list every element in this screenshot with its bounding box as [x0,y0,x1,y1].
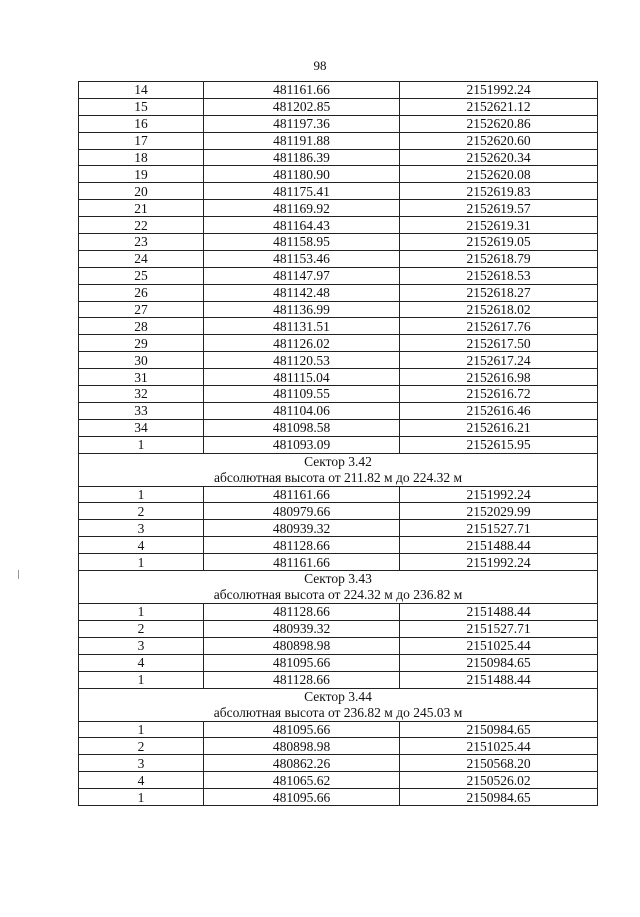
y-coordinate-cell: 2152618.27 [400,284,598,301]
table-row [79,82,598,99]
x-coordinate-cell: 481109.55 [204,386,400,403]
table-row [79,486,598,503]
x-coordinate-cell: 481147.97 [204,267,400,284]
y-coordinate-cell: 2152617.76 [400,318,598,335]
x-coordinate-cell: 481095.66 [204,789,400,806]
y-coordinate-cell: 2152616.21 [400,419,598,436]
y-coordinate-cell: 2152620.86 [400,115,598,132]
table-row [79,234,598,251]
x-coordinate-cell: 481197.36 [204,115,400,132]
table-row [79,149,598,166]
point-number-cell: 28 [79,318,204,335]
x-coordinate-cell: 481131.51 [204,318,400,335]
point-number-cell: 14 [79,82,204,99]
table-row [79,98,598,115]
point-number-cell: 3 [79,637,204,654]
x-coordinate-cell: 481161.66 [204,554,400,571]
table-row [79,738,598,755]
x-coordinate-cell: 481093.09 [204,436,400,453]
y-coordinate-cell: 2151527.71 [400,520,598,537]
y-coordinate-cell: 2151025.44 [400,738,598,755]
table-row [79,671,598,688]
point-number-cell: 26 [79,284,204,301]
table-row [79,284,598,301]
sector-header-row [79,571,598,604]
point-number-cell: 3 [79,755,204,772]
y-coordinate-cell: 2152619.31 [400,217,598,234]
point-number-cell: 18 [79,149,204,166]
x-coordinate-cell: 481180.90 [204,166,400,183]
point-number-cell: 16 [79,115,204,132]
y-coordinate-cell: 2152618.79 [400,250,598,267]
x-coordinate-cell: 481126.02 [204,335,400,352]
point-number-cell: 22 [79,217,204,234]
table-row [79,721,598,738]
sector-title: Сектор 3.44 [304,688,372,704]
point-number-cell: 15 [79,98,204,115]
point-number-cell: 1 [79,789,204,806]
table-row [79,503,598,520]
coordinates-table-body [79,82,598,806]
x-coordinate-cell: 480939.32 [204,620,400,637]
x-coordinate-cell: 481128.66 [204,604,400,621]
y-coordinate-cell: 2151488.44 [400,537,598,554]
table-row [79,620,598,637]
x-coordinate-cell: 480898.98 [204,738,400,755]
table-row [79,335,598,352]
x-coordinate-cell: 481120.53 [204,352,400,369]
table-row [79,755,598,772]
table-row [79,369,598,386]
x-coordinate-cell: 481098.58 [204,419,400,436]
x-coordinate-cell: 481186.39 [204,149,400,166]
point-number-cell: 3 [79,520,204,537]
sector-header-row [79,453,598,486]
point-number-cell: 1 [79,721,204,738]
table-row [79,402,598,419]
table-row [79,318,598,335]
point-number-cell: 2 [79,503,204,520]
point-number-cell: 4 [79,772,204,789]
y-coordinate-cell: 2152619.83 [400,183,598,200]
sector-altitude-range: абсолютная высота от 211.82 м до 224.32 м [213,469,462,485]
sector-title: Сектор 3.43 [304,571,372,587]
table-row [79,301,598,318]
y-coordinate-cell: 2152615.95 [400,436,598,453]
table-row [79,217,598,234]
sector-header-cell [79,571,598,604]
x-coordinate-cell: 480862.26 [204,755,400,772]
point-number-cell: 30 [79,352,204,369]
x-coordinate-cell: 480898.98 [204,637,400,654]
table-row [79,183,598,200]
table-row [79,115,598,132]
table-row [79,789,598,806]
x-coordinate-cell: 481164.43 [204,217,400,234]
point-number-cell: 20 [79,183,204,200]
table-row [79,386,598,403]
x-coordinate-cell: 481161.66 [204,486,400,503]
y-coordinate-cell: 2152616.72 [400,386,598,403]
table-row [79,200,598,217]
point-number-cell: 2 [79,620,204,637]
point-number-cell: 23 [79,234,204,251]
x-coordinate-cell: 481095.66 [204,654,400,671]
sector-altitude-range: абсолютная высота от 236.82 м до 245.03 м [213,704,463,720]
coordinates-table [78,81,598,806]
point-number-cell: 1 [79,486,204,503]
x-coordinate-cell: 481175.41 [204,183,400,200]
y-coordinate-cell: 2150984.65 [400,721,598,738]
point-number-cell: 17 [79,132,204,149]
sector-header-cell [79,453,598,486]
y-coordinate-cell: 2152618.02 [400,301,598,318]
table-row [79,250,598,267]
y-coordinate-cell: 2152616.98 [400,369,598,386]
y-coordinate-cell: 2152617.50 [400,335,598,352]
point-number-cell: 1 [79,604,204,621]
point-number-cell: 4 [79,654,204,671]
y-coordinate-cell: 2151025.44 [400,637,598,654]
table-row [79,520,598,537]
y-coordinate-cell: 2150984.65 [400,789,598,806]
page-number: 98 [313,58,327,73]
point-number-cell: 1 [79,436,204,453]
x-coordinate-cell: 481142.48 [204,284,400,301]
point-number-cell: 4 [79,537,204,554]
point-number-cell: 31 [79,369,204,386]
y-coordinate-cell: 2152618.53 [400,267,598,284]
x-coordinate-cell: 481158.95 [204,234,400,251]
point-number-cell: 25 [79,267,204,284]
scan-mark [18,570,19,579]
point-number-cell: 21 [79,200,204,217]
point-number-cell: 29 [79,335,204,352]
x-coordinate-cell: 480979.66 [204,503,400,520]
y-coordinate-cell: 2152620.60 [400,132,598,149]
point-number-cell: 34 [79,419,204,436]
y-coordinate-cell: 2152619.05 [400,234,598,251]
y-coordinate-cell: 2151992.24 [400,554,598,571]
y-coordinate-cell: 2152620.08 [400,166,598,183]
sector-header-row [79,688,598,721]
y-coordinate-cell: 2152617.24 [400,352,598,369]
x-coordinate-cell: 481095.66 [204,721,400,738]
point-number-cell: 1 [79,671,204,688]
table-row [79,419,598,436]
y-coordinate-cell: 2152620.34 [400,149,598,166]
x-coordinate-cell: 480939.32 [204,520,400,537]
y-coordinate-cell: 2150984.65 [400,654,598,671]
table-row [79,436,598,453]
y-coordinate-cell: 2152029.99 [400,503,598,520]
point-number-cell: 19 [79,166,204,183]
x-coordinate-cell: 481191.88 [204,132,400,149]
y-coordinate-cell: 2151992.24 [400,82,598,99]
x-coordinate-cell: 481153.46 [204,250,400,267]
y-coordinate-cell: 2150526.02 [400,772,598,789]
table-row [79,604,598,621]
table-row [79,654,598,671]
x-coordinate-cell: 481128.66 [204,671,400,688]
sector-title: Сектор 3.42 [304,453,372,469]
table-row [79,637,598,654]
x-coordinate-cell: 481136.99 [204,301,400,318]
x-coordinate-cell: 481128.66 [204,537,400,554]
sector-altitude-range: абсолютная высота от 224.32 м до 236.82 м [213,587,463,603]
point-number-cell: 1 [79,554,204,571]
y-coordinate-cell: 2152616.46 [400,402,598,419]
y-coordinate-cell: 2152619.57 [400,200,598,217]
point-number-cell: 32 [79,386,204,403]
table-row [79,554,598,571]
y-coordinate-cell: 2151992.24 [400,486,598,503]
point-number-cell: 27 [79,301,204,318]
table-row [79,267,598,284]
x-coordinate-cell: 481161.66 [204,82,400,99]
x-coordinate-cell: 481104.06 [204,402,400,419]
y-coordinate-cell: 2151488.44 [400,671,598,688]
sector-header-cell [79,688,598,721]
y-coordinate-cell: 2151488.44 [400,604,598,621]
y-coordinate-cell: 2151527.71 [400,620,598,637]
x-coordinate-cell: 481065.62 [204,772,400,789]
table-row [79,166,598,183]
table-row [79,132,598,149]
y-coordinate-cell: 2152621.12 [400,98,598,115]
point-number-cell: 2 [79,738,204,755]
x-coordinate-cell: 481115.04 [204,369,400,386]
table-row [79,772,598,789]
x-coordinate-cell: 481169.92 [204,200,400,217]
table-row [79,537,598,554]
point-number-cell: 33 [79,402,204,419]
y-coordinate-cell: 2150568.20 [400,755,598,772]
x-coordinate-cell: 481202.85 [204,98,400,115]
point-number-cell: 24 [79,250,204,267]
table-row [79,352,598,369]
